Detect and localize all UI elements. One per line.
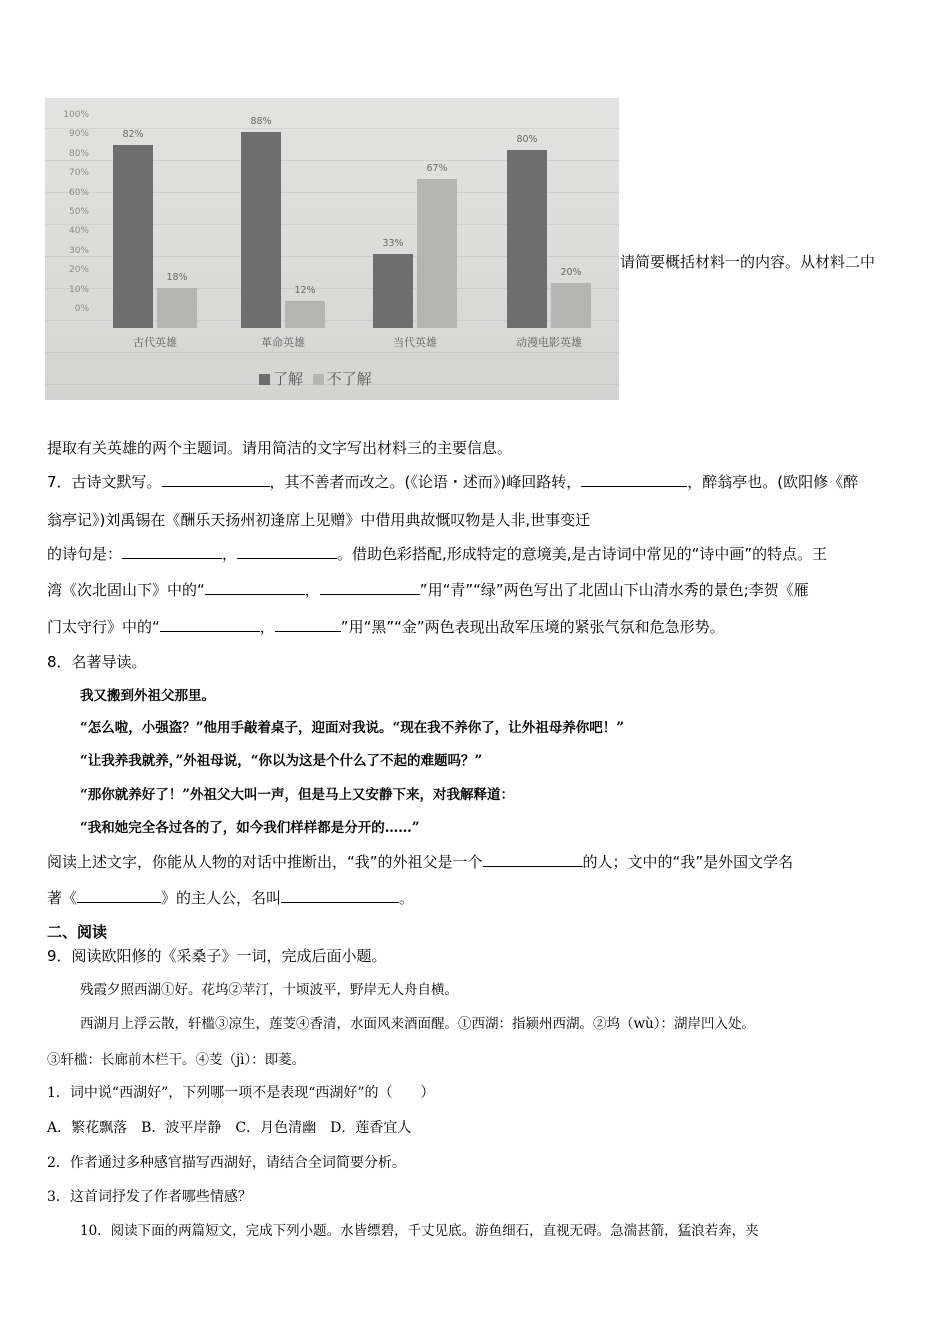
question-7-line-1: 7．古诗文默写。 ，其不善者而改之。(《论语・述而》)峰回路转， ，醉翁亭也。(欧阳修《醉 [47,473,859,491]
hero-awareness-bar-chart [45,98,619,400]
passage-line: 我又搬到外祖父那里。 [80,688,215,704]
legend-known-label: 了解 [273,370,304,388]
y-tick-label: 80% [68,148,89,159]
legend-swatch-known [259,374,270,385]
category-label: 动漫电影英雄 [516,336,582,349]
data-label: 88% [250,115,272,127]
y-tick-label: 40% [68,226,89,237]
data-label: 80% [516,133,538,145]
question-8-ask-1: 阅读上述文字，你能从人物的对话中推断出，“我”的外祖父是一个 的人；文中的“我”是外国文学名 [47,853,794,871]
data-label: 18% [166,271,188,283]
bar-unknown [551,283,591,328]
question-6-prompt-start: 请简要概括材料一的内容。从材料二中 [620,253,876,271]
legend-swatch-unknown [313,374,324,385]
data-label: 12% [294,285,316,297]
section-heading: 二、阅读 [47,923,108,941]
y-tick-label: 100% [63,110,89,120]
question-7-line-2: 翁亭记》)刘禹锡在《酬乐天扬州初逢席上见赠》中借用典故慨叹物是人非,世事变迁 [47,511,591,529]
data-label: 33% [382,238,404,250]
y-tick-label: 30% [68,245,89,256]
category-label: 当代英雄 [393,336,437,349]
poem-line: 残霞夕照西湖①好。花坞②苹汀，十顷波平，野岸无人舟自横。 [80,982,458,998]
answer-blank[interactable] [237,544,337,559]
question-9-title: 9．阅读欧阳修的《采桑子》一词，完成后面小题。 [47,947,387,965]
question-7-line-3: 的诗句是： ， 。借助色彩搭配,形成特定的意境美,是古诗词中常见的“诗中画”的特点。王 [47,545,828,563]
sub-question-3: 3．这首词抒发了作者哪些情感？ [47,1189,252,1205]
passage-line: “那你就养好了！”外祖父大叫一声，但是马上又安静下来，对我解释道： [80,787,515,803]
data-label: 67% [426,162,448,174]
chart-legend [259,368,372,389]
bar-known [241,132,281,328]
bar-unknown [417,179,457,328]
y-tick-label: 0% [74,304,89,314]
poem-line: 西湖月上浮云散，轩槛③凉生，莲芰④香清，水面风来酒面醒。①西湖：指颍州西湖。②坞（wù）：湖岸凹入处。 [80,1016,755,1032]
y-tick-label: 70% [68,168,89,179]
bar-known [373,254,413,328]
answer-blank[interactable] [205,580,305,595]
question-8-title: 8．名著导读。 [47,653,147,671]
answer-blank[interactable] [122,544,222,559]
y-tick-label: 50% [68,207,89,217]
bar-known [507,150,547,328]
y-tick-label: 90% [68,129,89,140]
passage-line: “怎么啦，小强盗？”他用手敲着桌子，迎面对我说。“现在我不养你了，让外祖母养你吧！” [80,720,625,736]
passage-line: “让我养我就养，”外祖母说，“你以为这是个什么了不起的难题吗？” [80,753,483,769]
sub-question-2: 2．作者通过多种感官描写西湖好，请结合全词简要分析。 [47,1155,406,1171]
answer-blank[interactable] [160,617,260,632]
answer-blank[interactable] [275,617,341,632]
poem-notes: ③轩槛：长廊前木栏干。④芰（jì）：即菱。 [47,1052,306,1068]
sub-question-1: 1．词中说“西湖好”，下列哪一项不是表现“西湖好”的（ ） [47,1085,435,1101]
y-tick-label: 20% [68,265,89,276]
answer-blank[interactable] [77,888,161,903]
question-7-line-5: 门太守行》中的“ ， ”用“黑”“金”两色表现出敌军压境的紧张气氛和危急形势。 [47,618,725,636]
answer-blank[interactable] [483,852,583,867]
answer-blank[interactable] [162,472,270,487]
question-8-ask-2: 著《 》的主人公，名叫 。 [47,889,415,907]
question-6-prompt-cont: 提取有关英雄的两个主题词。请用简洁的文字写出材料三的主要信息。 [47,439,513,457]
plot-area [45,98,619,400]
question-10-line: 10．阅读下面的两篇短文，完成下列小题。水皆缥碧，千丈见底。游鱼细石，直视无碍。急湍甚箭，猛浪若奔，夹 [80,1223,759,1239]
answer-blank[interactable] [581,472,687,487]
answer-blank[interactable] [320,580,420,595]
y-tick-label: 10% [68,284,89,295]
bar-unknown [157,288,197,328]
answer-options: A．繁花飘落 B．波平岸静 C．月色清幽 D．莲香宜人 [47,1120,412,1136]
question-7-line-4: 湾《次北固山下》中的“ ， ”用“青”“绿”两色写出了北固山下山清水秀的景色;李贺《雁 [47,581,809,599]
y-tick-label: 60% [68,187,89,198]
category-label: 革命英雄 [261,336,305,349]
category-label: 古代英雄 [133,336,177,349]
legend-unknown-label: 不了解 [326,370,372,388]
answer-blank[interactable] [281,888,399,903]
data-label: 20% [560,267,582,279]
bar-known [113,145,153,328]
passage-line: “我和她完全各过各的了，如今我们样样都是分开的……” [80,820,420,836]
bar-unknown [285,301,325,328]
data-label: 82% [122,129,144,141]
